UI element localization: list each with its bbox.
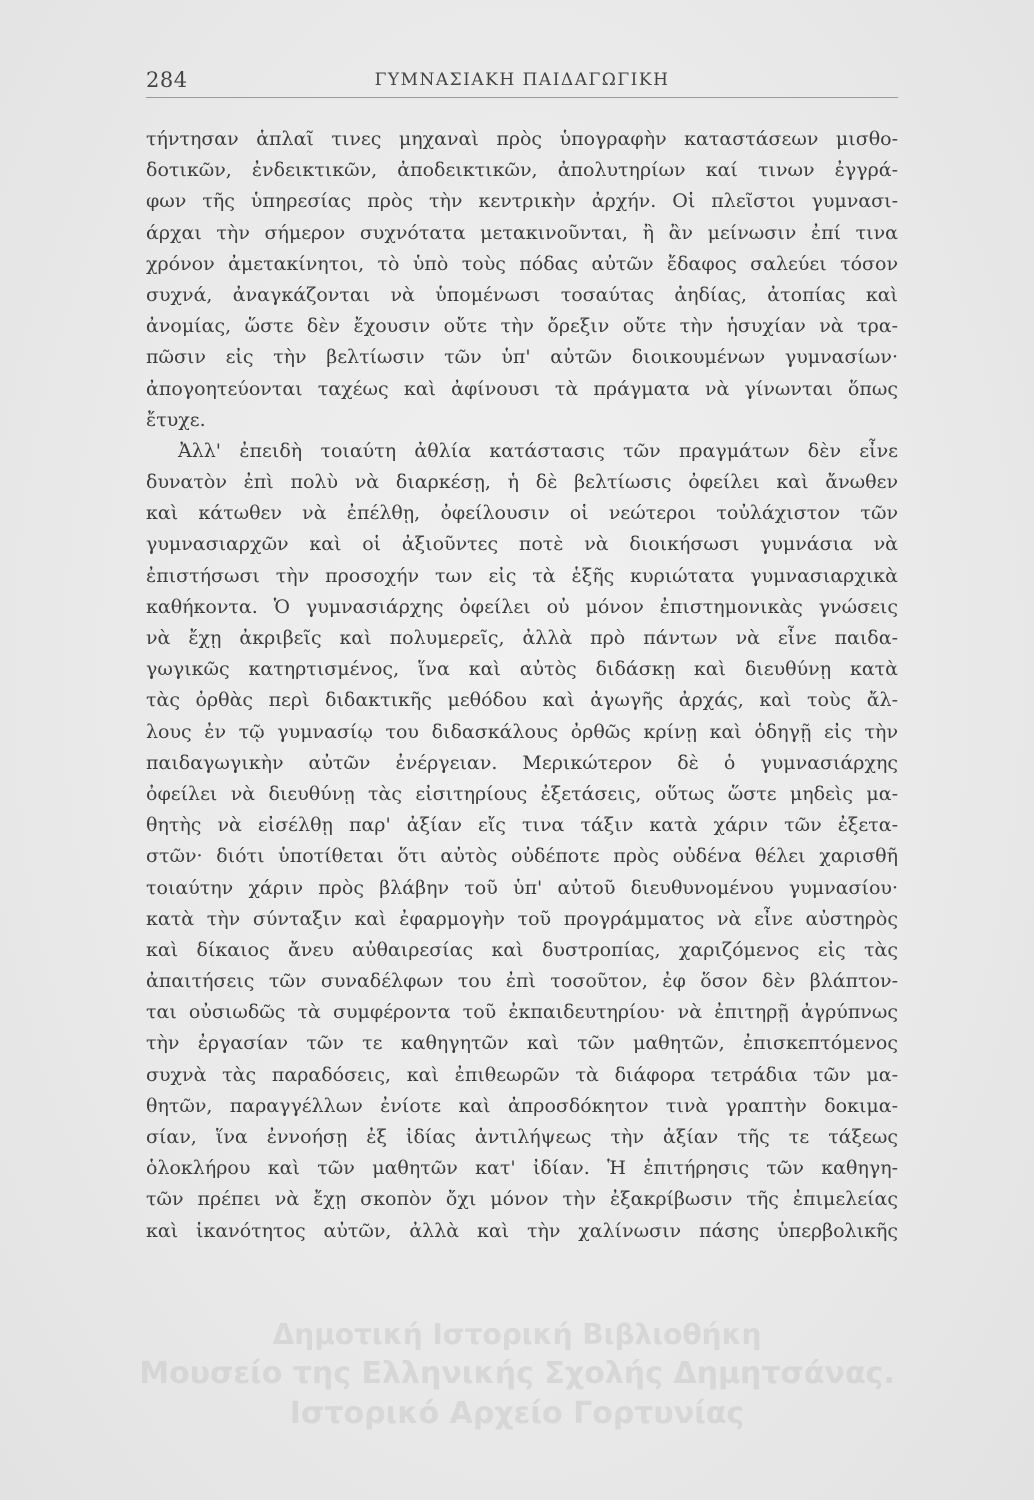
text-line: χρόνον ἀμετακίνητοι, τὸ ὑπὸ τοὺς πόδας αὐτῶν ἔδαφος σαλεύει τόσον (146, 252, 898, 275)
text-line: ἀνομίας, ὥστε δὲν ἔχουσιν οὔτε τὴν ὄρεξιν οὔτε τὴν ἡσυχίαν νὰ τρα- (146, 315, 898, 338)
text-line: τῶν πρέπει νὰ ἔχῃ σκοπὸν ὄχι μόνον τὴν ἐξακρίβωσιν τῆς ἐπιμελείας (146, 1188, 898, 1211)
text-line: ἐπιστήσωσι τὴν προσοχήν των εἰς τὰ ἑξῆς κυριώτατα γυμνασιαρχικὰ (146, 564, 898, 587)
text-line: θητὴς νὰ εἰσέλθῃ παρ' ἀξίαν εἴς τινα τάξιν κατὰ χάριν τῶν ἐξετα- (146, 814, 898, 837)
text-line: πῶσιν εἰς τὴν βελτίωσιν τῶν ὑπ' αὐτῶν διοικουμένων γυμνασίων· (146, 346, 898, 369)
paragraph-end-line: ἔτυχε. (146, 408, 206, 431)
text-line: καὶ ἱκανότητος αὐτῶν, ἀλλὰ καὶ τὴν χαλίνωσιν πάσης ὑπερβολικῆς (146, 1219, 898, 1242)
text-line: κατὰ τὴν σύνταξιν καὶ ἐφαρμογὴν τοῦ προγράμματος νὰ εἶνε αὐστηρὸς (146, 907, 898, 930)
text-line: συχνὰ τὰς παραδόσεις, καὶ ἐπιθεωρῶν τὰ διάφορα τετράδια τῶν μα- (146, 1063, 898, 1086)
running-title: ΓΥΜΝΑΣΙΑΚΗ ΠΑΙΔΑΓΩΓΙΚΗ (374, 70, 670, 90)
text-line: ἀπαιτήσεις τῶν συναδέλφων του ἐπὶ τοσοῦτον, ἐφ ὅσον δὲν βλάπτον- (146, 970, 898, 993)
text-line: τήντησαν ἁπλαῖ τινες μηχαναὶ πρὸς ὑπογραφὴν καταστάσεων μισθο- (146, 128, 898, 150)
text-line: καθήκοντα. Ὁ γυμνασιάρχης ὀφείλει οὐ μόνον ἐπιστημονικὰς γνώσεις (146, 595, 898, 618)
paragraph-start-line: Ἀλλ' ἐπειδὴ τοιαύτη ἀθλία κατάστασις τῶν πραγμάτων δὲν εἶνε (178, 439, 898, 462)
text-line: δυνατὸν ἐπὶ πολὺ νὰ διαρκέσῃ, ἡ δὲ βελτίωσις ὀφείλει καὶ ἄνωθεν (146, 471, 898, 494)
text-line: παιδαγωγικὴν αὐτῶν ἐνέργειαν. Μερικώτερον δὲ ὁ γυμνασιάρχης (146, 751, 898, 774)
text-line: ἀπογοητεύονται ταχέως καὶ ἀφίνουσι τὰ πράγματα νὰ γίνωνται ὅπως (146, 377, 898, 400)
page-header (146, 66, 898, 100)
text-line: καὶ κάτωθεν νὰ ἐπέλθῃ, ὀφείλουσιν οἱ νεώτεροι τοὐλάχιστον τῶν (146, 502, 898, 525)
text-line: καὶ δίκαιος ἄνευ αὐθαιρεσίας καὶ δυστροπίας, χαριζόμενος εἰς τὰς (146, 938, 898, 961)
watermark-archive: Ιστορικό Αρχείο Γορτυνίας (289, 1396, 745, 1431)
text-line: τοιαύτην χάριν πρὸς βλάβην τοῦ ὑπ' αὐτοῦ διευθυνομένου γυμνασίου· (146, 876, 898, 899)
text-line: φων τῆς ὑπηρεσίας πρὸς τὴν κεντρικὴν ἀρχήν. Οἱ πλεῖστοι γυμνασι- (146, 190, 898, 213)
text-line: δοτικῶν, ἐνδεικτικῶν, ἀποδεικτικῶν, ἀπολυτηρίων καί τινων ἐγγρά- (146, 159, 898, 182)
body-text (146, 124, 898, 1247)
text-line: σίαν, ἵνα ἐννοήσῃ ἐξ ἰδίας ἀντιλήψεως τὴν ἀξίαν τῆς τε τάξεως (146, 1126, 898, 1148)
watermark-museum: Μουσείο της Ελληνικής Σχολής Δημητσάνας. (139, 1356, 895, 1391)
page-number: 284 (146, 68, 188, 92)
text-line: γυμνασιαρχῶν καὶ οἱ ἀξιοῦντες ποτὲ νὰ διοικήσωσι γυμνάσια νὰ (146, 533, 898, 556)
text-line: τὴν ἐργασίαν τῶν τε καθηγητῶν καὶ τῶν μαθητῶν, ἐπισκεπτόμενος (146, 1032, 898, 1055)
text-line: λους ἐν τῷ γυμνασίῳ του διδασκάλους ὀρθῶς κρίνῃ καὶ ὁδηγῇ εἰς τὴν (146, 720, 898, 743)
text-line: συχνά, ἀναγκάζονται νὰ ὑπομένωσι τοσαύτας ἀηδίας, ἀτοπίας καὶ (146, 283, 898, 306)
text-line: θητῶν, παραγγέλλων ἐνίοτε καὶ ἀπροσδόκητον τινὰ γραπτὴν δοκιμα- (146, 1094, 898, 1117)
text-line: ὁλοκλήρου καὶ τῶν μαθητῶν κατ' ἰδίαν. Ἡ ἐπιτήρησις τῶν καθηγη- (146, 1157, 898, 1180)
text-line: στῶν· διότι ὑποτίθεται ὅτι αὐτὸς οὐδέποτε πρὸς οὐδένα θέλει χαρισθῆ (146, 845, 898, 868)
text-line: ται οὐσιωδῶς τὰ συμφέροντα τοῦ ἐκπαιδευτηρίου· νὰ ἐπιτηρῇ ἀγρύπνως (146, 1001, 898, 1024)
header-rule (146, 97, 898, 98)
text-line: νὰ ἔχῃ ἀκριβεῖς καὶ πολυμερεῖς, ἀλλὰ πρὸ πάντων νὰ εἶνε παιδα- (146, 627, 898, 649)
watermark-library: Δημοτική Ιστορική Βιβλιοθήκη (272, 1318, 762, 1351)
text-line: άρχαι τὴν σήμερον συχνότατα μετακινοῦνται, ἢ ἂν μείνωσιν ἐπί τινα (146, 221, 898, 244)
text-line: τὰς ὀρθὰς περὶ διδακτικῆς μεθόδου καὶ ἀγωγῆς ἀρχάς, καὶ τοὺς ἄλ- (146, 689, 898, 712)
text-line: γωγικῶς κατηρτισμένος, ἵνα καὶ αὐτὸς διδάσκῃ καὶ διευθύνῃ κατὰ (146, 658, 898, 681)
text-line: ὀφείλει νὰ διευθύνῃ τὰς εἰσιτηρίους ἐξετάσεις, οὕτως ὥστε μηδεὶς μα- (146, 782, 898, 805)
